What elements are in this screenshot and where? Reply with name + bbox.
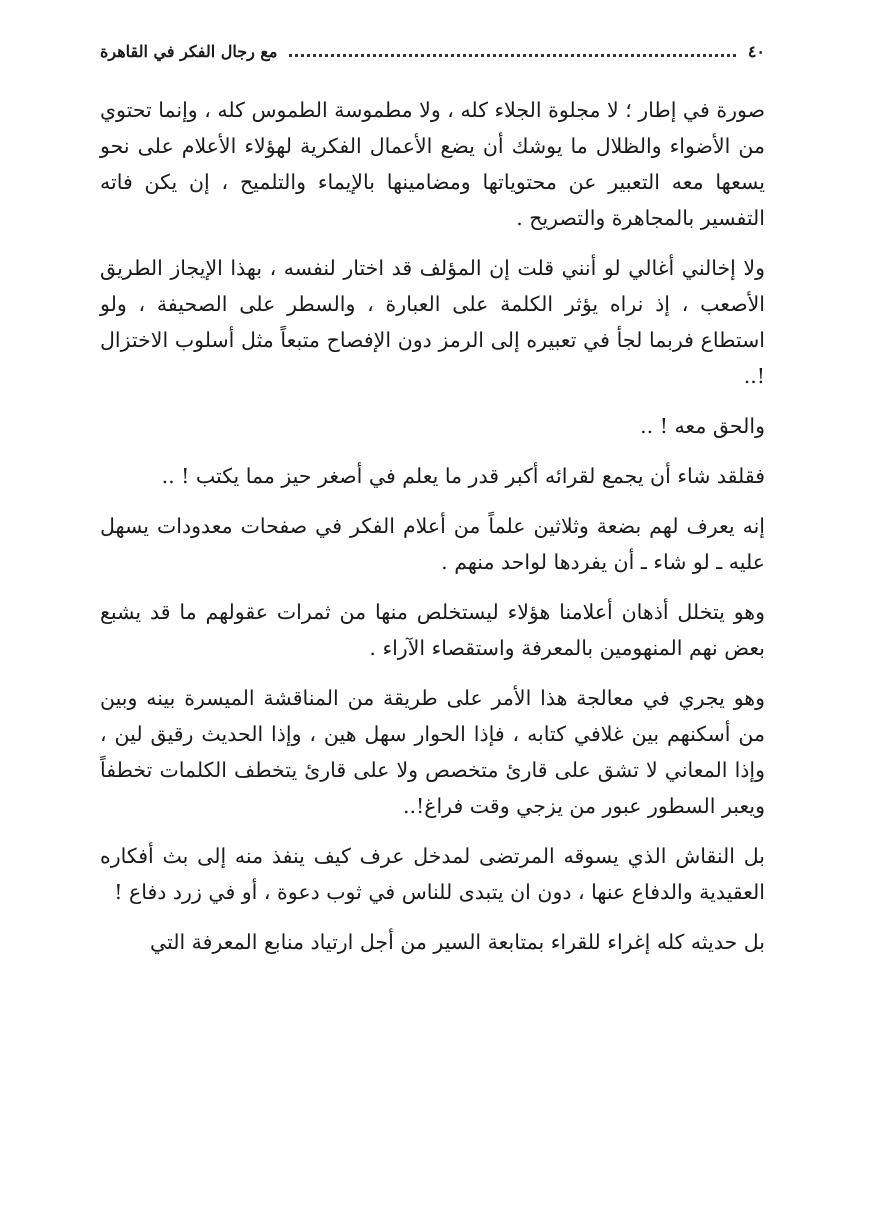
paragraph-3: والحق معه ! .. <box>640 414 765 438</box>
paragraph-5: إنه يعرف لهم بضعة وثلاثين علماً من أعلام الفكر في صفحات معدودات يسهل عليه ـ لو شاء ـ أن يفردها لواحد منهم . <box>100 514 765 574</box>
paragraph-9: بل حديثه كله إغراء للقراء بمتابعة السير من أجل ارتياد منابع المعرفة التي <box>149 930 765 954</box>
body-text <box>100 92 765 974</box>
header-dotted-leader <box>289 54 735 57</box>
paragraph-1: صورة في إطار ؛ لا مجلوة الجلاء كله ، ولا مطموسة الطموس كله ، وإنما تحتوي من الأضواء والظلال ما يوشك أن يضع الأعمال الفكرية لهؤلاء الأعلام على نحو يسعها معه التعبير عن محتوياتها ومضامينها بالإيماء والتلميح ، إن يكن فاته التفسير بالمجاهرة والتصريح . <box>100 98 765 230</box>
page-header <box>100 36 765 66</box>
paragraph-6: وهو يتخلل أذهان أعلامنا هؤلاء ليستخلص منها من ثمرات عقولهم ما قد يشبع بعض نهم المنهومين بالمعرفة واستقصاء الآراء . <box>100 600 765 660</box>
paragraph-4: فقلقد شاء أن يجمع لقرائه أكبر قدر ما يعلم في أصغر حيز مما يكتب ! .. <box>161 464 765 488</box>
running-title: مع رجال الفكر في القاهرة <box>100 41 278 61</box>
paragraph-2: ولا إخالني أغالي لو أنني قلت إن المؤلف قد اختار لنفسه ، بهذا الإيجاز الطريق الأصعب ، إذ نراه يؤثر الكلمة على العبارة ، والسطر على الصحيفة ، ولو استطاع فربما لجأ في تعبيره إلى الرمز دون الإفصاح متبعاً مثل أسلوب الاختزال !.. <box>100 256 765 388</box>
page-number: ٤٠ <box>747 41 765 61</box>
paragraph-7: وهو يجري في معالجة هذا الأمر على طريقة من المناقشة الميسرة بينه وبين من أسكنهم بين غلافي كتابه ، فإذا الحوار سهل هين ، وإذا الحديث رقيق لين ، وإذا المعاني لا تشق على قارئ متخصص ولا على قارئ يتخطف الكلمات تخطفاً ويعبر السطور عبور من يزجي وقت فراغ!.. <box>100 686 765 818</box>
paragraph-8: بل النقاش الذي يسوقه المرتضى لمدخل عرف كيف ينفذ منه إلى بث أفكاره العقيدية والدفاع عنها ، دون ان يتبدى للناس في ثوب دعوة ، أو في زرد دفاع ! <box>100 844 765 904</box>
